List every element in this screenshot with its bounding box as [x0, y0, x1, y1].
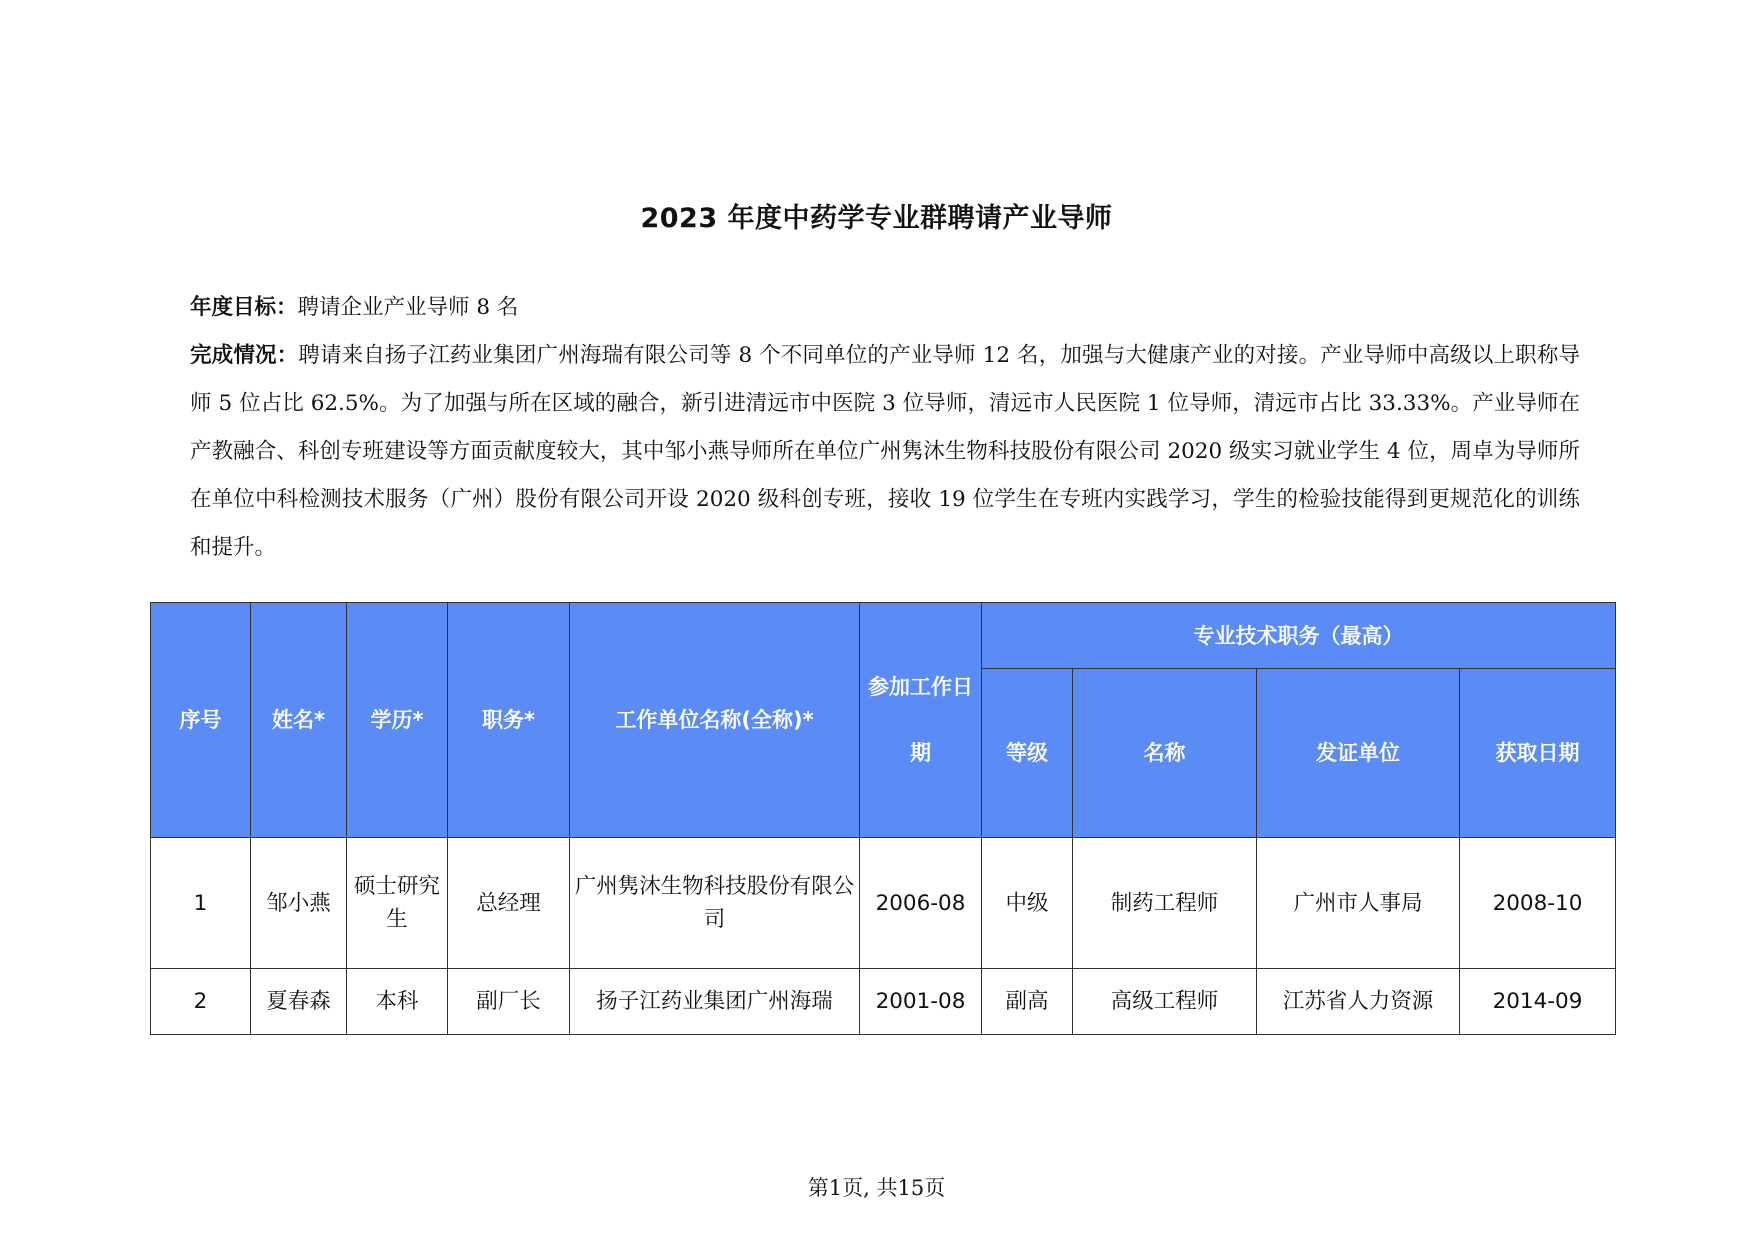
- header-title-group: 专业技术职务（最高）: [982, 603, 1616, 669]
- completion-text: 聘请来自扬子江药业集团广州海瑞有限公司等 8 个不同单位的产业导师 12 名，加强与大健康产业的对接。产业导师中高级以上职称导师 5 位占比 62.5%。为了加强与所在区域的融合，新引进清远市中医院 3 位导师，清远市人民医院 1 位导师，清远市占比 33.33%。产业导师在产教融合、科创专班建设等方面贡献度较大，其中邹小燕导师所在单位广州隽沐生物科技股份有限公司 2020 级实习就业学生 4 位，周卓为导师所在单位中科检测技术服务（广州）股份有限公司开设 2020 级科创专班，接收 19 位学生在专班内实践学习，学生的检验技能得到更规范化的训练和提升。: [190, 343, 1580, 560]
- cell-employer: 广州隽沐生物科技股份有限公司: [570, 838, 860, 969]
- cell-obtained: 2014-09: [1460, 969, 1616, 1035]
- header-title-name: 名称: [1073, 669, 1257, 838]
- cell-education: 硕士研究生: [347, 838, 448, 969]
- header-position: 职务*: [448, 603, 570, 838]
- document-title: 2023 年度中药学专业群聘请产业导师: [640, 203, 1113, 234]
- mentor-table: [150, 602, 1616, 1035]
- cell-title-name: 高级工程师: [1073, 969, 1257, 1035]
- header-education: 学历*: [347, 603, 448, 838]
- cell-name: 邹小燕: [251, 838, 347, 969]
- annual-goal-text: 聘请企业产业导师 8 名: [297, 295, 519, 320]
- cell-obtained: 2008-10: [1460, 838, 1616, 969]
- cell-name: 夏春森: [251, 969, 347, 1035]
- cell-education: 本科: [347, 969, 448, 1035]
- annual-goal: [190, 284, 1580, 332]
- header-level: 等级: [982, 669, 1073, 838]
- cell-position: 总经理: [448, 838, 570, 969]
- cell-level: 中级: [982, 838, 1073, 969]
- annual-goal-label: 年度目标：: [190, 295, 298, 320]
- cell-employer: 扬子江药业集团广州海瑞: [570, 969, 860, 1035]
- cell-work-start: 2001-08: [860, 969, 982, 1035]
- completion-label: 完成情况：: [190, 343, 299, 368]
- cell-level: 副高: [982, 969, 1073, 1035]
- cell-title-name: 制药工程师: [1073, 838, 1257, 969]
- header-seq: 序号: [151, 603, 251, 838]
- cell-issuer: 广州市人事局: [1257, 838, 1460, 969]
- header-obtained: 获取日期: [1460, 669, 1616, 838]
- cell-issuer: 江苏省人力资源: [1257, 969, 1460, 1035]
- table-row: [151, 838, 1616, 969]
- header-issuer: 发证单位: [1257, 669, 1460, 838]
- cell-position: 副厂长: [448, 969, 570, 1035]
- cell-seq: 2: [151, 969, 251, 1035]
- cell-seq: 1: [151, 838, 251, 969]
- header-work-start: 参加工作日期: [860, 603, 982, 838]
- completion-status: [190, 332, 1580, 572]
- page-number: 第1页, 共15页: [807, 1176, 946, 1200]
- cell-work-start: 2006-08: [860, 838, 982, 969]
- header-name: 姓名*: [251, 603, 347, 838]
- header-employer: 工作单位名称(全称)*: [570, 603, 860, 838]
- table-row: [151, 969, 1616, 1035]
